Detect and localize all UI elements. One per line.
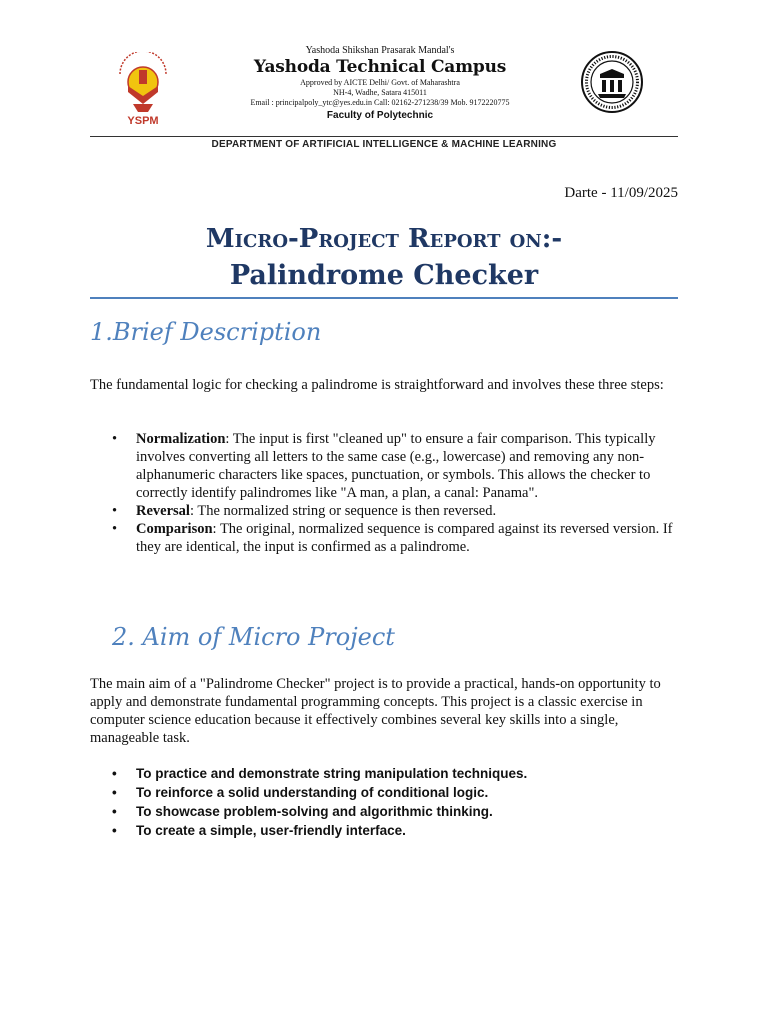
list-item: • Normalization: The input is first "cleaned up" to ensure a fair comparison. This typically involves converting all letters to the same case (e.g., lowercase) and removing any non-alphanumeric characters like spaces, punctuation, or symbols. This allows the checker to correctly identify palindromes like "A man, a plan, a canal: Panama". [112,431,656,501]
logo-left-text: YSPM [127,115,159,126]
letterhead-text [200,44,560,122]
list-item-text: To showcase problem-solving and algorithmic thinking. [136,804,493,819]
section-heading-brief: 1.Brief Description [90,318,322,346]
list-item-term: Comparison [136,521,213,537]
list-item: • To showcase problem-solving and algorithmic thinking. [112,804,493,819]
contact-line: Email : principalpoly_ytc@yes.edu.in Call: 02162-271238/39 Mob. 9172220775 [250,98,510,107]
section1-list [90,430,678,556]
section2-intro: The main aim of a "Palindrome Checker" project is to provide a practical, hands-on opportunity to apply and demonstrate fundamental programming concepts. This project is a classic exercise in computer science education because it effectively combines several key skills into a single, manageable task. [90,676,661,746]
list-item: • Reversal: The normalized string or sequence is then reversed. [112,503,497,519]
list-item-text: To create a simple, user-friendly interface. [136,823,406,838]
list-item-text: To practice and demonstrate string manipulation techniques. [136,766,528,781]
address-line: NH-4, Wadhe, Satara 415011 [333,88,427,97]
list-item: • To create a simple, user-friendly interface. [112,823,406,838]
list-item: • To reinforce a solid understanding of conditional logic. [112,785,489,800]
list-item: • To practice and demonstrate string manipulation techniques. [112,766,528,781]
list-item-text: : The normalized string or sequence is then reversed. [189,503,497,519]
report-date: Darte - 11/09/2025 [564,185,678,201]
org-name: Yashoda Shikshan Prasarak Mandal's [305,45,455,56]
list-item-text: To reinforce a solid understanding of conditional logic. [136,785,489,800]
section1-intro: The fundamental logic for checking a palindrome is straightforward and involves these three steps: [90,377,664,393]
section2-list [90,764,678,840]
department-name: DEPARTMENT OF ARTIFICIAL INTELLIGENCE & MACHINE LEARNING [211,139,557,150]
list-item-text: : The original, normalized sequence is compared against its reversed version. If they are identical, the input is confirmed as a palindrome. [136,521,673,555]
title-divider [90,297,678,299]
list-item-term: Normalization [136,431,226,447]
board-seal-icon [580,50,644,114]
letterhead-divider [90,136,678,137]
list-item: • Comparison: The original, normalized sequence is compared against its reversed version. If they are identical, the input is confirmed as a palindrome. [112,521,673,555]
title-line-2: Palindrome Checker [229,260,539,291]
report-title [90,222,678,294]
campus-name: Yashoda Technical Campus [253,57,507,77]
approval-line: Approved by AICTE Delhi/ Govt. of Maharashtra [300,78,460,87]
list-item-term: Reversal [136,503,190,519]
title-line-1: Micro-Project Report on:- [205,224,563,254]
faculty-name: Faculty of Polytechnic [326,110,434,121]
list-item-text: : The input is first "cleaned up" to ensure a fair comparison. This typically involves converting all letters to the same case (e.g., lowercase) and removing any non-alphanumeric characters like spaces, punctuation, or symbols. This allows the checker to correctly identify palindromes like "A man, a plan, a canal: Panama". [136,431,656,501]
yspm-logo-icon [112,52,174,126]
section-heading-aim: 2. Aim of Micro Project [112,623,395,651]
